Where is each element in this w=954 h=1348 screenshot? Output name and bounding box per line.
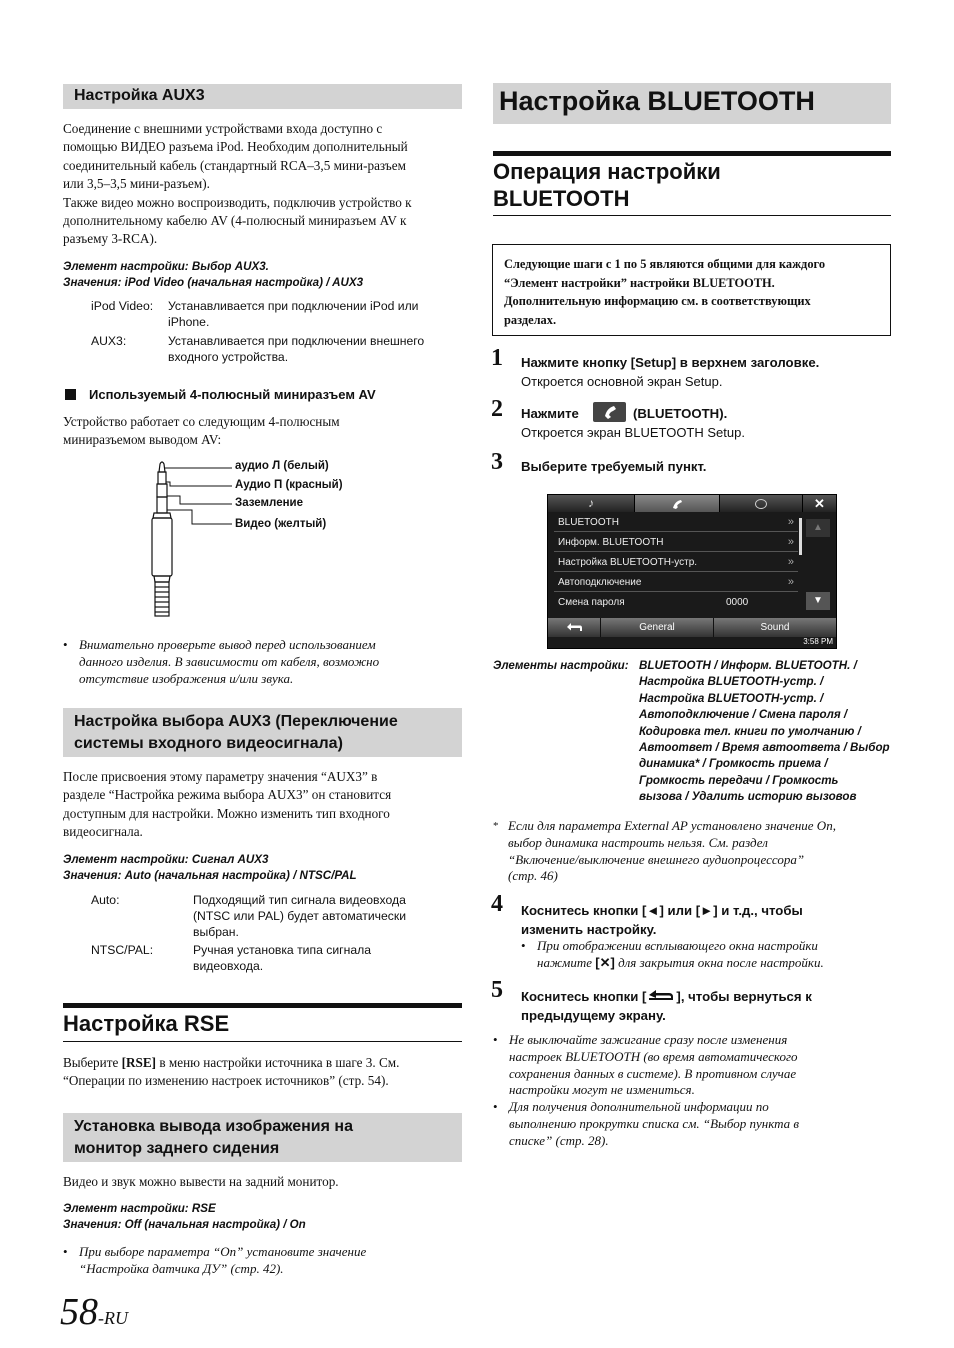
aux3-select-paragraph [63, 768, 463, 842]
rear-paragraph: Видео и звук можно вывести на задний монитор. [63, 1174, 339, 1189]
setting-values: Значения: Auto (начальная настройка) / NTSC/PAL [63, 869, 357, 883]
step-2-text-pre: Нажмите [521, 406, 579, 421]
visual-icon [755, 499, 767, 509]
note-line: данного изделия. В зависимости от кабеля, возможно [79, 653, 380, 669]
bluetooth-setup-screen [547, 494, 837, 649]
text-line: соединительный кабель (стандартный RCA–3,5 мини-разъем [63, 157, 406, 173]
note-line: При выборе параметра “On” установите значение [79, 1244, 367, 1259]
elements-line: Автоподключение / Смена пароля / [639, 708, 848, 722]
text-line: разделе “Настройка режима выбора AUX3” он становится [63, 787, 392, 803]
setting-item: Элемент настройки: Сигнал AUX3 [63, 853, 269, 866]
step-2-text-post: (BLUETOOTH). [633, 406, 728, 421]
rear-note [63, 1244, 463, 1278]
row-desc: входного устройства. [168, 350, 289, 364]
note-line: выполнению прокрутки списка см. “Выбор пункта в [509, 1115, 800, 1131]
list-item[interactable] [554, 593, 798, 612]
rse-bold: [RSE] [121, 1055, 157, 1070]
text-line: видеосигнала. [63, 824, 143, 840]
box-line: “Элемент настройки” настройки BLUETOOTH. [504, 275, 775, 290]
back-arrow-icon [646, 987, 676, 1003]
elements-line: BLUETOOTH / Информ. BLUETOOTH. / [639, 659, 857, 672]
step-2-number: 2 [491, 396, 503, 422]
rear-setting [63, 1201, 463, 1234]
row-desc: Подходящий тип сигнала видеовхода [193, 893, 406, 907]
footnote-line: выбор динамика настроить нельзя. См. раздел [508, 834, 768, 850]
row-term: Auto: [91, 893, 120, 907]
note-line: сохранения данных в системе). В противном случае [509, 1065, 797, 1081]
text-line: Соединение с внешними устройствами входа доступно с [63, 121, 383, 136]
step-line: Коснитесь кнопки [◄] или [►] и т.д., чтобы [521, 903, 803, 918]
step-span: ], чтобы вернуться к [676, 989, 812, 1004]
row-term: AUX3: [91, 334, 127, 348]
text-span: в меню настройки источника в шаге 3. См. [156, 1055, 400, 1070]
list-item-label: Настройка BLUETOOTH-устр. [558, 557, 698, 568]
rear-monitor-heading [63, 1113, 462, 1162]
aux3-note [63, 637, 463, 687]
jack-label-audio-l: аудио Л (белый) [235, 460, 329, 472]
step-2-sub: Откроется экран BLUETOOTH Setup. [521, 425, 745, 440]
row-term: iPod Video: [91, 299, 154, 313]
elements-line: Настройка BLUETOOTH-устр. / [639, 691, 824, 705]
aux3-setting [63, 259, 463, 292]
text-line: Также видео можно воспроизводить, подключив устройство к [63, 194, 412, 210]
back-arrow-icon [563, 620, 585, 634]
bullet-icon: • [63, 1244, 68, 1259]
row-desc: выбран. [193, 925, 239, 939]
aux3-heading [63, 84, 462, 109]
step-1-number: 1 [491, 345, 503, 371]
footnote-line: (стр. 46) [508, 868, 558, 884]
elements-label: Элементы настройки: [493, 659, 629, 672]
row-term: NTSC/PAL: [91, 943, 154, 957]
note-line: При отображении всплывающего окна настройки [537, 938, 818, 953]
setting-list [548, 512, 803, 616]
row-desc: (NTSC или PAL) будет автоматически [193, 909, 407, 923]
jack-label-video: Видео (желтый) [235, 518, 327, 530]
jack-label-ground: Заземление [235, 497, 304, 509]
step-5-text [521, 987, 812, 1025]
music-note-icon: ♪ [588, 496, 594, 510]
bullet-icon: • [63, 637, 68, 652]
box-line: разделах. [504, 312, 557, 327]
text-line: “Операции по изменению настроек источников” (стр. 54). [63, 1073, 389, 1089]
text-line: разъему 3-RCA). [63, 231, 158, 247]
text-line: дополнительному кабелю AV (4-полюсный миниразъем AV к [63, 213, 407, 229]
step-1-sub: Откроется основной экран Setup. [521, 374, 723, 389]
subtitle-line: BLUETOOTH [493, 186, 630, 211]
setting-item: Элемент настройки: RSE [63, 1202, 216, 1215]
text-line: доступным для настройки. Можно изменить тип входного [63, 805, 390, 821]
row-desc: Устанавливается при подключении внешнего [168, 334, 425, 348]
aux3-select-setting [63, 852, 463, 885]
note-line: Внимательно проверьте вывод перед использованием [79, 637, 376, 652]
text-span: Выберите [63, 1055, 122, 1070]
tab-audio[interactable] [548, 495, 635, 512]
list-item[interactable] [554, 553, 798, 572]
heading-line: системы входного видеосигнала) [74, 734, 343, 752]
phone-icon [670, 498, 684, 510]
step-4-text [521, 901, 803, 939]
tab-visual[interactable] [720, 495, 803, 512]
list-item-label: BLUETOOTH [558, 517, 619, 528]
asterisk-mark: * [493, 820, 499, 832]
text-line: Устройство работает со следующим 4-полюсным [63, 414, 340, 429]
step-span: Коснитесь кнопки [ [521, 989, 647, 1004]
chevron-right-icon: » [787, 576, 794, 588]
elements-line: Настройка BLUETOOTH-устр. / [639, 675, 824, 689]
step-4-note [521, 938, 893, 972]
note-span: нажмите [537, 954, 596, 970]
setting-values: Значения: Off (начальная настройка) / On [63, 1218, 306, 1232]
aux3-heading-text: Настройка AUX3 [74, 87, 205, 104]
tab-general[interactable]: General [601, 618, 714, 637]
elements-line: динамика* / Громкость приема / [639, 757, 828, 771]
back-button[interactable] [548, 618, 601, 637]
bluetooth-phone-icon [593, 402, 626, 422]
bluetooth-title-bar [493, 83, 891, 124]
footnote-line: “Включение/выключение внешнего аудиопроцессора” [508, 851, 805, 867]
heading-line: Настройка выбора AUX3 (Переключение [74, 713, 398, 730]
list-item-label: Информ. BLUETOOTH [558, 537, 664, 548]
heading-line: монитор заднего сидения [74, 1139, 280, 1157]
jack-label-audio-r: Аудио П (красный) [235, 479, 343, 491]
elements-line: вызова / Удалить историю вызовов [639, 790, 857, 804]
device-text [63, 413, 463, 450]
final-notes [493, 1032, 893, 1150]
aux3-paragraph [63, 120, 463, 249]
scroll-down-button[interactable]: ▼ [806, 592, 830, 610]
note-line: настройки могут не измениться. [509, 1082, 695, 1098]
note-line: настроек BLUETOOTH (во время автоматического [509, 1048, 798, 1064]
note-line: отсутствие изображения и/или звука. [79, 670, 294, 686]
page-number [60, 1290, 128, 1334]
list-item[interactable] [554, 573, 798, 592]
subtitle-bottom-rule [493, 215, 891, 216]
box-line: Следующие шаги с 1 по 5 являются общими для каждого [504, 257, 826, 271]
text-line: миниразъемом выводом AV: [63, 432, 222, 448]
heading-line: Установка вывода изображения на [74, 1118, 353, 1135]
row-desc: iPhone. [168, 315, 210, 329]
common-steps-box [492, 244, 891, 336]
square-bullet-icon [65, 389, 76, 400]
scrollbar[interactable] [799, 518, 802, 555]
row-desc: видеовхода. [193, 959, 264, 973]
footnote [493, 818, 893, 885]
step-5-number: 5 [491, 977, 503, 1003]
list-item-value: 0000 [726, 597, 749, 608]
close-x-icon: [✕] [595, 954, 615, 970]
step-4-number: 4 [491, 891, 503, 917]
list-item[interactable] [554, 513, 798, 532]
rse-top-rule [63, 1003, 462, 1008]
close-icon[interactable]: ✕ [814, 496, 825, 511]
note-line: Для получения дополнительной информации по [509, 1099, 769, 1115]
bluetooth-subtitle [493, 158, 721, 212]
clock: 3:58 PM [803, 637, 833, 646]
setting-values: Значения: iPod Video (начальная настройка) / AUX3 [63, 276, 364, 290]
row-desc: Устанавливается при подключении iPod или [168, 299, 419, 313]
page-number-digits: 58 [60, 1291, 98, 1333]
miniplug-subheading: Используемый 4-полюсный миниразъем AV [89, 387, 376, 402]
note-line: Не выключайте зажигание сразу после изменения [509, 1032, 788, 1047]
setting-item: Элемент настройки: Выбор AUX3. [63, 260, 269, 273]
step-3-text: Выберите требуемый пункт. [521, 459, 707, 474]
step-1-text: Нажмите кнопку [Setup] в верхнем заголовке. [521, 355, 820, 370]
subtitle-line: Операция настройки [493, 159, 721, 184]
note-line: списке” (стр. 28). [509, 1132, 609, 1148]
bullet-icon: • [493, 1032, 498, 1047]
elements-line: Громкость передачи / Громкость [639, 773, 839, 787]
bottom-bar [548, 618, 836, 637]
scroll-up-button[interactable]: ▲ [806, 519, 830, 537]
bluetooth-title: Настройка BLUETOOTH [499, 86, 815, 116]
text-line: или 3,5–3,5 мини-разъем). [63, 176, 210, 192]
rse-paragraph [63, 1054, 463, 1091]
box-line: Дополнительную информацию см. в соответствующих [504, 294, 811, 308]
subtitle-top-rule [493, 151, 891, 156]
rse-bottom-rule [63, 1041, 462, 1042]
top-tab-bar [548, 495, 836, 512]
list-item-label: Смена пароля [558, 597, 625, 608]
text-line: помощью ВИДЕО разъема iPod. Необходим дополнительный [63, 139, 408, 155]
step-line: изменить настройку. [521, 922, 657, 937]
step-line: предыдущему экрану. [521, 1008, 666, 1023]
tab-bluetooth[interactable] [635, 495, 720, 512]
tab-sound[interactable]: Sound [760, 622, 790, 633]
elements-list [639, 658, 891, 806]
list-item-label: Автоподключение [558, 577, 642, 588]
aux3-select-heading [63, 708, 462, 757]
bullet-icon: • [493, 1099, 498, 1115]
footnote-line: Если для параметра External AP установлено значение On, [508, 818, 836, 833]
chevron-right-icon: » [787, 536, 794, 548]
elements-line: Автоответ / Время автоответа / Выбор [639, 741, 890, 755]
note-line: “Настройка датчика ДУ” (стр. 42). [79, 1260, 284, 1276]
text-line: После присвоения этому параметру значения “AUX3” в [63, 769, 378, 784]
chevron-right-icon: » [787, 556, 794, 568]
page-number-suffix: -RU [98, 1308, 128, 1328]
av-jack-diagram [140, 460, 240, 625]
row-desc: Ручная установка типа сигнала [193, 943, 371, 957]
note-span: для закрытия окна после настройки. [614, 954, 824, 970]
chevron-right-icon: » [787, 516, 794, 528]
elements-line: Кодировка тел. книги по умолчанию / [639, 724, 861, 738]
rse-heading: Настройка RSE [63, 1011, 230, 1036]
bullet-icon: • [521, 938, 526, 953]
list-item[interactable] [554, 533, 798, 552]
step-3-number: 3 [491, 449, 503, 475]
